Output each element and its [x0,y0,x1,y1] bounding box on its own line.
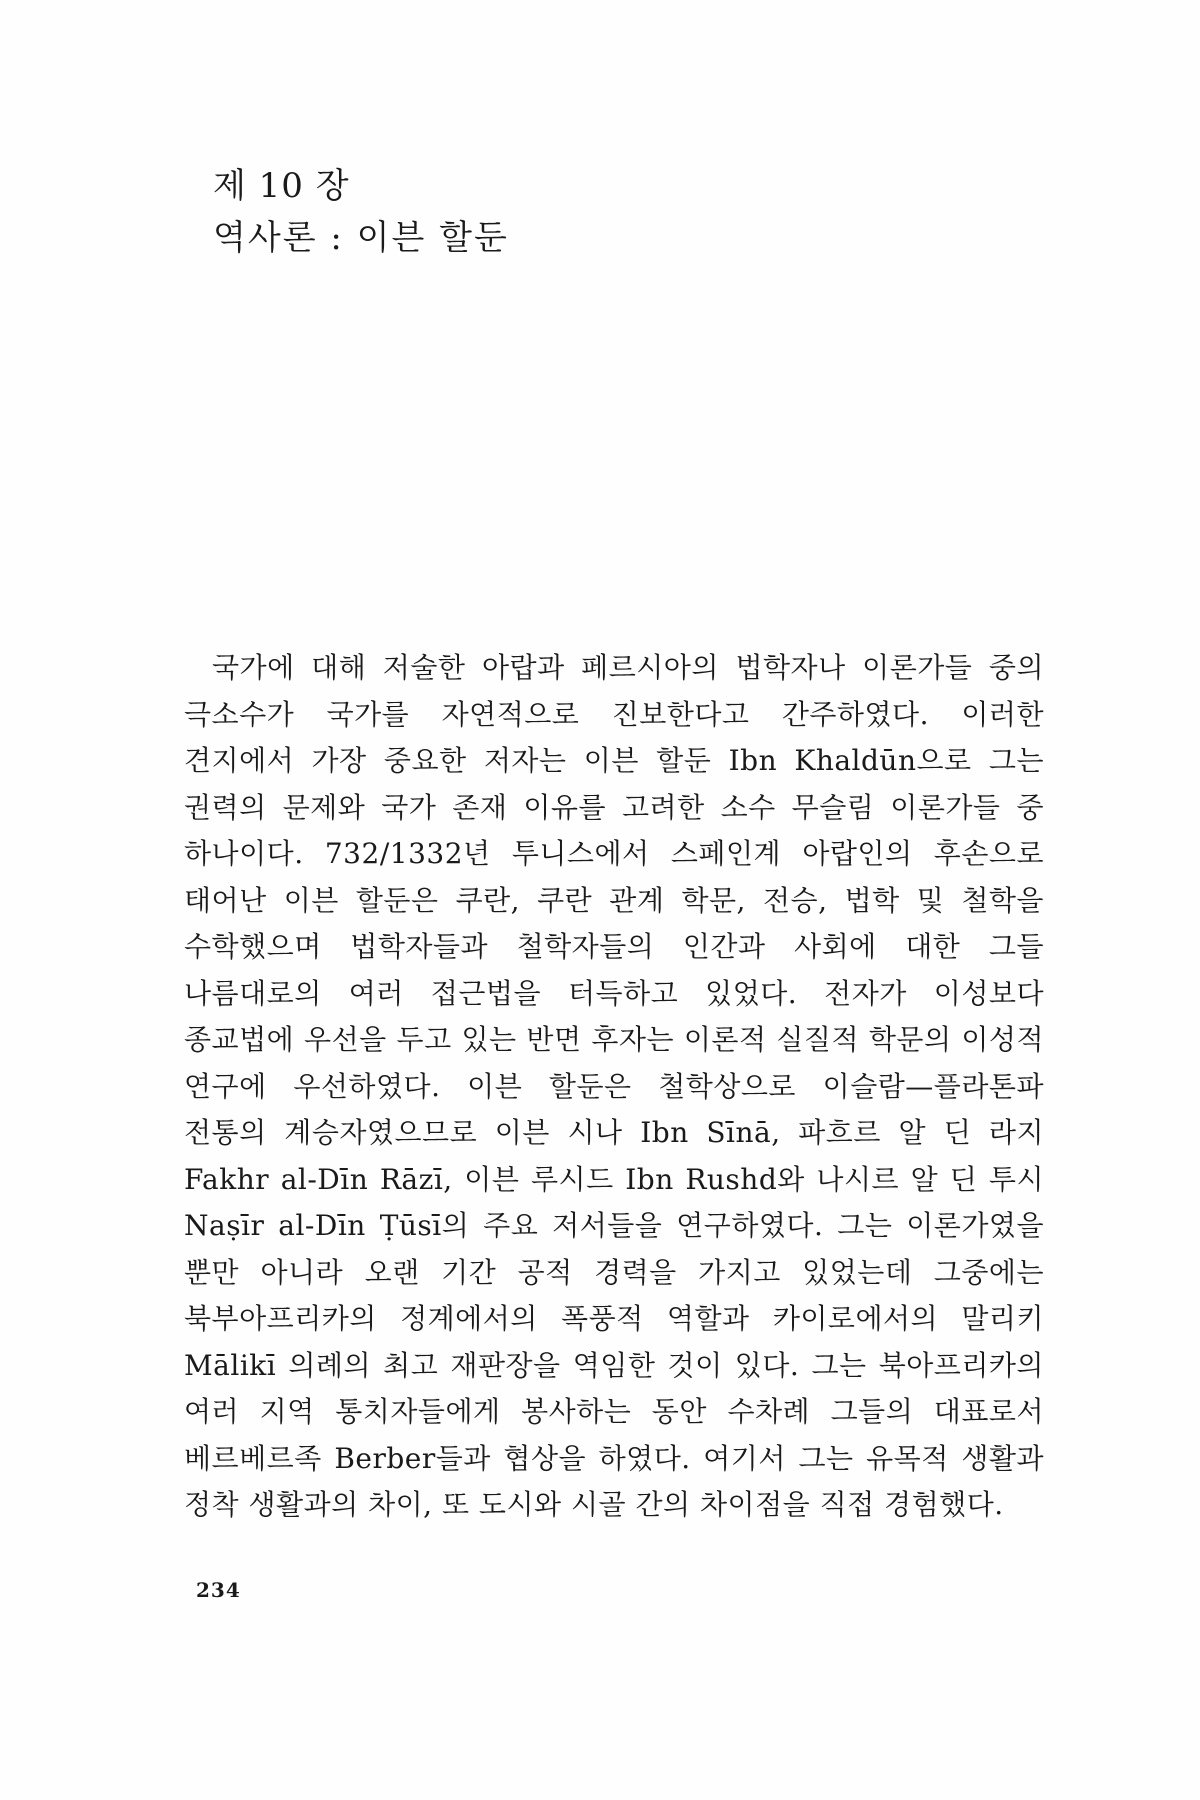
chapter-title: 역사론 : 이븐 할둔 [213,218,509,258]
page-number: 234 [196,1578,241,1602]
body-paragraph: 국가에 대해 저술한 아랍과 페르시아의 법학자나 이론가들 중의 극소수가 국가를 자연적으로 진보한다고 간주하였다. 이러한 견지에서 가장 중요한 저자는 이븐 할둔 Ibn Khaldūn으로 그는 권력의 문제와 국가 존재 이유를 고려한 소수 무슬림 이론가들 중 하나이다. 732/1332년 투니스에서 스페인계 아랍인의 후손으로 태어난 이븐 할둔은 쿠란, 쿠란 관계 학문, 전승, 법학 및 철학을 수학했으며 법학자들과 철학자들의 인간과 사회에 대한 그들 나름대로의 여러 접근법을 터득하고 있었다. 전자가 이성보다 종교법에 우선을 두고 있는 반면 후자는 이론적 실질적 학문의 이성적 연구에 우선하였다. 이븐 할둔은 철학상으로 이슬람—플라톤파 전통의 계승자였으므로 이븐 시나 Ibn Sīnā, 파흐르 알 딘 라지 Fakhr al-Dīn Rāzī, 이븐 루시드 Ibn Rushd와 나시르 알 딘 투시 Naṣīr al-Dīn Ṭūsī의 주요 저서들을 연구하였다. 그는 이론가였을 뿐만 아니라 오랜 기간 공적 경력을 가지고 있었는데 그중에는 북부아프리카의 정계에서의 폭풍적 역할과 카이로에서의 말리키 Mālikī 의례의 최고 재판장을 역임한 것이 있다. 그는 북아프리카의 여러 지역 통치자들에게 봉사하는 동안 수차례 그들의 대표로서 베르베르족 Berber들과 협상을 하였다. 여기서 그는 유목적 생활과 정착 생활과의 차이, 또 도시와 시골 간의 차이점을 직접 경험했다. [184,651,1044,1521]
chapter-number: 제 10 장 [213,166,350,206]
chapter-heading [213,160,509,264]
